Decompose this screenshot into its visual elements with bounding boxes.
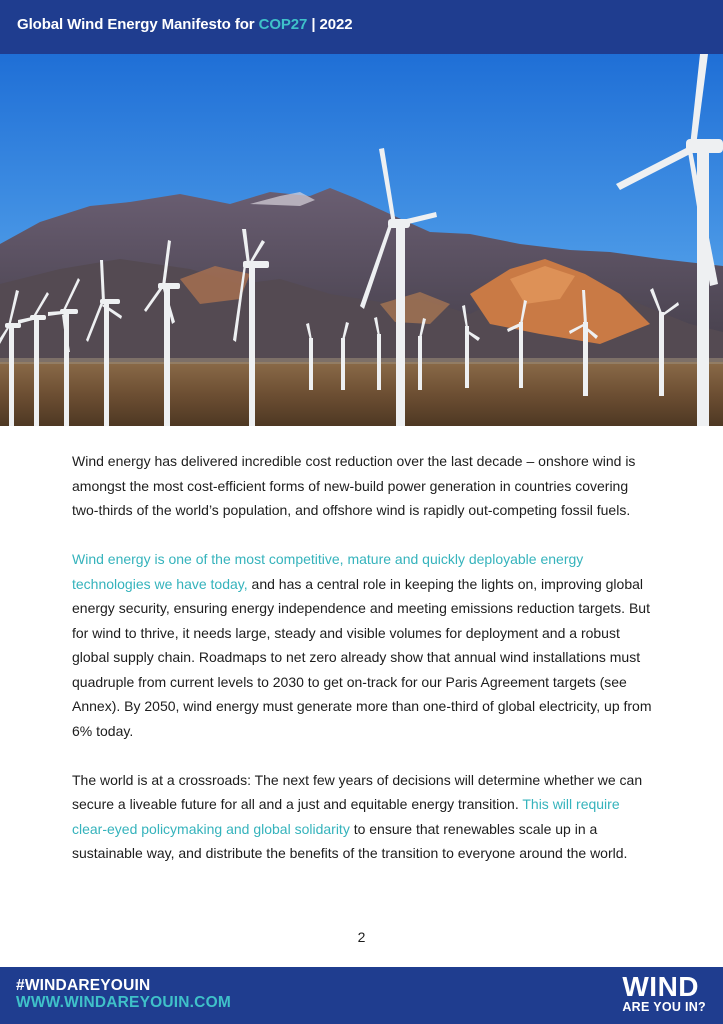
- campaign-hashtag: #WINDAREYOUIN: [16, 977, 151, 994]
- page-footer: [0, 967, 723, 1024]
- body-text: [72, 449, 657, 890]
- paragraph-3-start: The world is at a crossroads: The next few years of decisions will determine whether we can secure a liveable future for all and a just and equitable energy transition.: [72, 771, 643, 812]
- title-accent: COP27: [258, 16, 308, 33]
- logo-main-text: WIND: [622, 971, 700, 1002]
- paragraph-2: [72, 547, 657, 743]
- paragraph-3-end: to ensure that renewables scale up in a sustainable way, and distribute the benefits of the transition to everyone around the world.: [72, 820, 628, 861]
- logo-sub-text: ARE YOU IN?: [622, 1000, 706, 1014]
- page-number: 2: [357, 929, 366, 945]
- document-title: [17, 16, 723, 33]
- wind-farm-photo: [0, 54, 723, 426]
- paragraph-1: Wind energy has delivered incredible cost reduction over the last decade – onshore wind is amongst the most cost-efficient forms of new-build power generation in countries covering two-thirds of the world’s population, and offshore wind is rapidly out-competing fossil fuels.: [72, 453, 636, 518]
- paragraph-2-highlight: Wind energy is one of the most competitive, mature and quickly deployable energy technologies we have today,: [72, 551, 584, 592]
- paragraph-3: [72, 768, 657, 866]
- campaign-website-link[interactable]: WWW.WINDAREYOUIN.COM: [16, 994, 231, 1011]
- paragraph-3-highlight: This will require clear-eyed policymaking and global solidarity: [72, 796, 620, 837]
- title-suffix: | 2022: [307, 16, 353, 33]
- wind-logo-icon: [622, 971, 706, 1015]
- page-header: [0, 0, 723, 54]
- paragraph-2-text: and has a central role in keeping the lights on, improving global energy security, ensuring energy independence and meeting emissions reduction targets. But for wind to thrive, it needs large, steady and visible volumes for deployment and a robust global supply chain. Roadmaps to net zero already show that annual wind installations must quadruple from current levels to 2030 to get on-track for our Paris Agreement targets (see Annex). By 2050, wind energy must generate more than one-third of global electricity, up from 6% today.: [72, 575, 652, 739]
- title-prefix: Global Wind Energy Manifesto for: [17, 16, 259, 33]
- hero-image: [0, 54, 723, 426]
